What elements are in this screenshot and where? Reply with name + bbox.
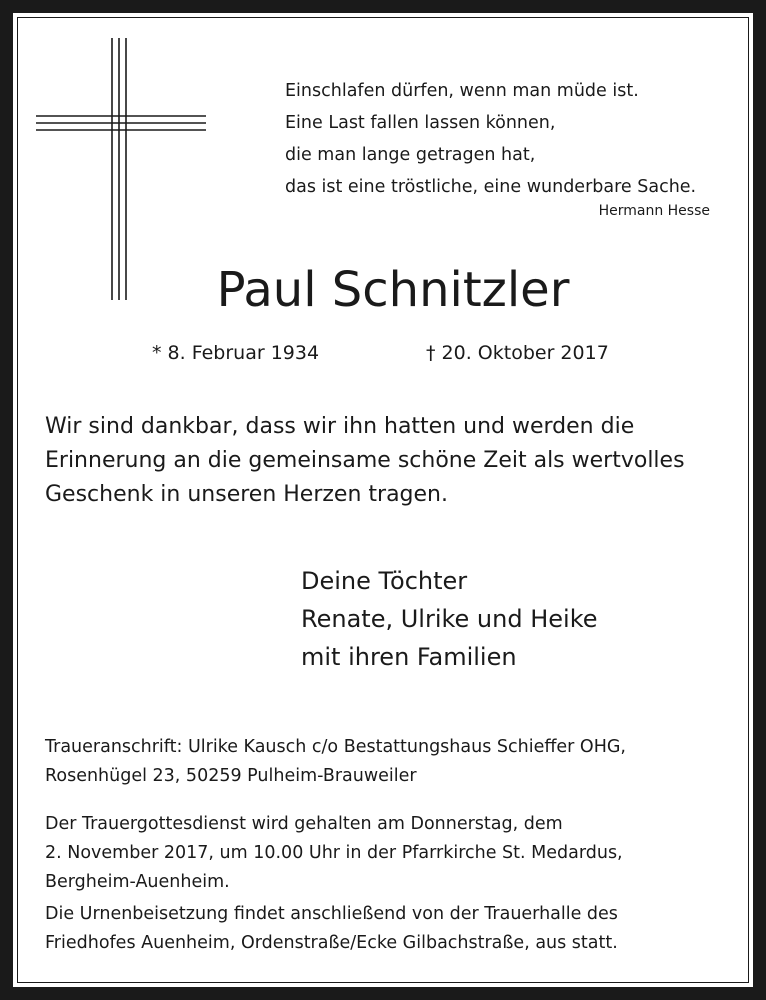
- deceased-name: Paul Schnitzler: [216, 262, 570, 318]
- service-line: Bergheim-Auenheim.: [45, 872, 230, 892]
- poem-line: die man lange getragen hat,: [285, 145, 536, 165]
- birth-date: * 8. Februar 1934: [152, 342, 320, 364]
- address-line: Rosenhügel 23, 50259 Pulheim-Brauweiler: [45, 766, 417, 786]
- poem-line: Eine Last fallen lassen können,: [285, 113, 556, 133]
- service-line: 2. November 2017, um 10.00 Uhr in der Pfarrkirche St. Medardus,: [45, 843, 623, 863]
- death-date: † 20. Oktober 2017: [426, 342, 609, 364]
- family-line: Deine Töchter: [301, 567, 468, 595]
- funeral-service-info: [45, 810, 735, 897]
- poem-line: das ist eine tröstliche, eine wunderbare Sache.: [285, 177, 697, 197]
- tribute-line: Erinnerung an die gemeinsame schöne Zeit als wertvolles: [45, 448, 685, 473]
- urn-burial-info: [45, 900, 735, 958]
- poem-quote: [285, 75, 725, 203]
- family-line: Renate, Ulrike und Heike: [301, 605, 598, 633]
- poem-author: Hermann Hesse: [598, 203, 710, 219]
- tribute-text: [45, 410, 735, 512]
- urn-line: Friedhofes Auenheim, Ordenstraße/Ecke Gilbachstraße, aus statt.: [45, 933, 618, 953]
- family-line: mit ihren Familien: [301, 643, 517, 671]
- family-signature: [301, 562, 731, 676]
- cross-icon: [36, 38, 206, 300]
- urn-line: Die Urnenbeisetzung findet anschließend von der Trauerhalle des: [45, 904, 618, 924]
- address-line: Traueranschrift: Ulrike Kausch c/o Bestattungshaus Schieffer OHG,: [45, 737, 626, 757]
- service-line: Der Trauergottesdienst wird gehalten am Donnerstag, dem: [45, 814, 563, 834]
- poem-line: Einschlafen dürfen, wenn man müde ist.: [285, 81, 639, 101]
- tribute-line: Geschenk in unseren Herzen tragen.: [45, 482, 448, 507]
- tribute-line: Wir sind dankbar, dass wir ihn hatten und werden die: [45, 414, 635, 439]
- mourning-address: [45, 733, 735, 791]
